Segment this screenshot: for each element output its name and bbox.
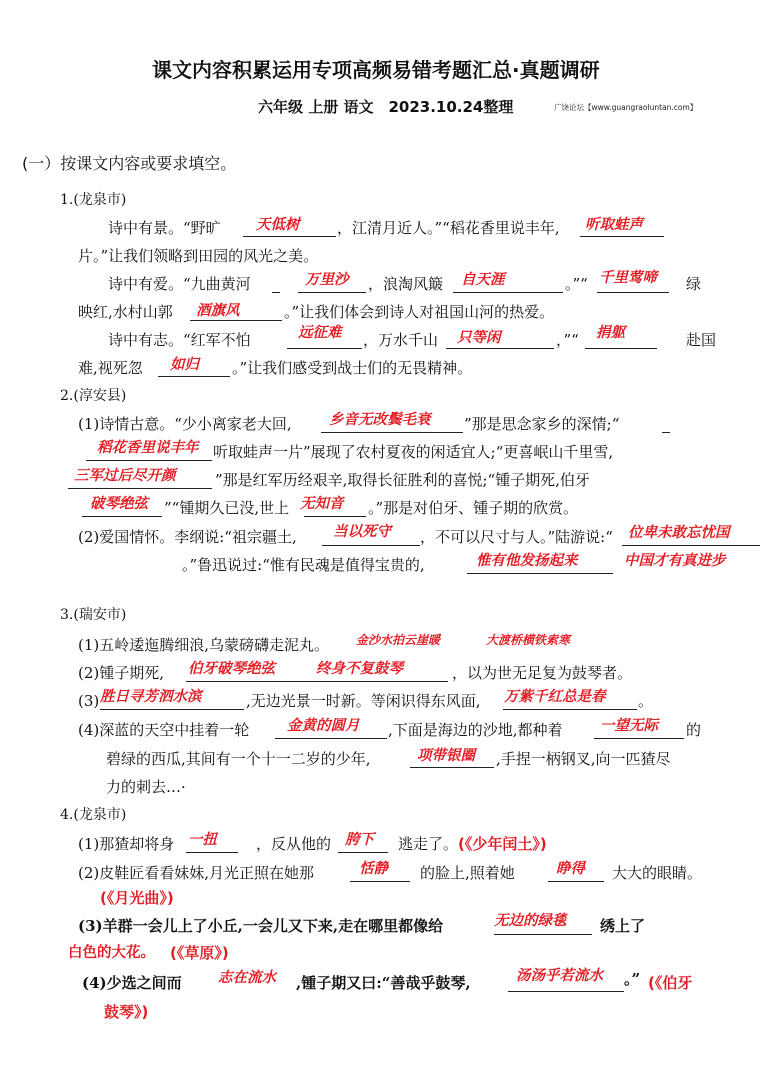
q1-line1-a: 诗中有景。“野旷	[108, 219, 221, 237]
blank	[100, 709, 244, 710]
answer: 千里莺啼	[599, 270, 657, 286]
q1-line4-b: 。”让我们体会到诗人对祖国山河的热爱。	[284, 303, 555, 321]
q4-label: 4.(龙泉市)	[60, 807, 127, 823]
blank	[494, 934, 592, 935]
blank	[410, 767, 494, 768]
answer: 破琴绝弦	[90, 496, 148, 512]
q4-line1-a: (1)那猹却将身	[78, 835, 175, 853]
blank	[585, 348, 657, 349]
q1-line6-b: 。”让我们感受到战士们的无畏精神。	[232, 359, 473, 377]
answer: 终身不复鼓琴	[316, 661, 403, 677]
q1-line5-a: 诗中有志。“红军不怕	[108, 331, 251, 349]
q2-line2: 听取蛙声一片”展现了农村夏夜的闲适宜人;“更喜岷山千里雪,	[213, 443, 614, 461]
answer: 汤汤乎若流水	[516, 968, 603, 984]
blank	[350, 881, 410, 882]
q2-line4-a: ”“锺期久已没,世上	[164, 499, 290, 517]
answer: 恬静	[359, 861, 388, 877]
answer: 金黄的圆月	[287, 718, 360, 734]
q1-line4-a: 映红,水村山郭	[78, 303, 173, 321]
answer: 万紫千红总是春	[504, 689, 606, 705]
q4-line2-c: 大大的眼睛。	[612, 864, 703, 882]
page-subtitle: 六年级 上册 语文 2023.10.24整理	[258, 98, 514, 116]
q4-line2-a: (2)皮鞋匠看看妹妹,月光正照在她那	[78, 864, 315, 882]
q1-line2: 片。”让我们领略到田园的风光之美。	[78, 247, 319, 265]
answer: 乡音无改鬓毛衰	[329, 412, 431, 428]
answer: 无边的绿毯	[494, 913, 567, 929]
q3-line5-a: 碧绿的西瓜,其间有一个十一二岁的少年,	[106, 750, 371, 768]
q2-line5-b: ，不可以尺寸与人。”陆游说:“	[420, 528, 613, 546]
q3-line4-c: 的	[686, 721, 702, 739]
blank	[82, 516, 162, 517]
answer: 远征难	[298, 325, 342, 341]
section-heading: (一）按课文内容或要求填空。	[22, 154, 237, 173]
q1-line5-c: ，”“	[556, 331, 579, 349]
blank	[662, 432, 670, 433]
answer: 万里沙	[305, 272, 349, 288]
q4-line1-b: ，反从他的	[256, 835, 332, 853]
page-title: 课文内容积累运用专项高频易错考题汇总·真题调研	[152, 58, 600, 82]
citation: (《草原》)	[170, 944, 229, 962]
blank	[272, 292, 280, 293]
q1-line5-b: ，万水千山	[363, 331, 439, 349]
blank	[548, 881, 604, 882]
q3-line1: (1)五岭逶迤腾细浪,乌蒙磅礴走泥丸。	[78, 636, 330, 654]
blank	[508, 991, 624, 992]
citation: (《伯牙	[648, 974, 693, 992]
blank	[338, 852, 388, 853]
watermark: 广饶论坛【www.guangraoluntan.com】	[554, 103, 698, 112]
answer: 中国才有真进步	[624, 553, 726, 569]
citation: 鼓琴》)	[104, 1003, 149, 1021]
q4-line4-c: 。”	[624, 970, 641, 988]
blank	[594, 738, 684, 739]
answer: 捐躯	[596, 325, 625, 341]
q3-line3-b: ,无边光景一时新。等闲识得东风面,	[246, 692, 481, 710]
answer: 睁得	[556, 861, 585, 877]
q1-line1-b: ，江清月近人。”“稻花香里说丰年,	[337, 219, 560, 237]
q3-line3-c: 。	[638, 692, 654, 710]
answer: 志在流水	[218, 970, 276, 986]
q1-label: 1.(龙泉市)	[60, 192, 127, 208]
q2-line3: ”那是红军历经艰辛,取得长征胜利的喜悦;“锺子期死,伯牙	[215, 471, 590, 489]
blank	[503, 709, 637, 710]
answer: 胜日寻芳泗水滨	[100, 689, 202, 705]
q3-line4-a: (4)深蓝的天空中挂着一轮	[78, 721, 250, 739]
blank	[86, 460, 212, 461]
answer: 酒旗风	[196, 303, 240, 319]
answer: 大渡桥横铁索寒	[486, 633, 571, 647]
answer: 金沙水拍云崖暖	[356, 633, 441, 647]
answer: 自天涯	[461, 272, 505, 288]
blank	[275, 738, 387, 739]
answer: 稻花香里说丰年	[97, 440, 199, 456]
blank	[186, 852, 238, 853]
q3-label: 3.(瑞安市)	[60, 607, 127, 623]
answer: 天低树	[256, 217, 300, 233]
q1-line3-d: 绿	[686, 275, 702, 293]
answer: 三军过后尽开颜	[74, 468, 176, 484]
blank	[597, 292, 669, 293]
answer: 无知音	[300, 496, 344, 512]
blank	[68, 488, 212, 489]
q4-line4-b: ,锺子期又曰:“善哉乎鼓琴,	[296, 974, 471, 992]
answer: 一望无际	[600, 718, 658, 734]
q3-line3-a: (3)	[78, 692, 100, 710]
blank	[322, 545, 420, 546]
q3-line6: 力的刺去…·	[106, 778, 186, 796]
blank	[243, 236, 336, 237]
blank	[158, 376, 230, 377]
citation: (《少年闰土》)	[458, 835, 547, 853]
q2-line5-a: (2)爱国情怀。李纲说:“祖宗疆土,	[78, 528, 297, 546]
q4-line4-a: (4)少选之间而	[82, 974, 182, 992]
blank	[446, 348, 554, 349]
q3-line4-b: ,下面是海边的沙地,都种着	[388, 721, 563, 739]
blank	[467, 573, 613, 574]
blank	[287, 348, 362, 349]
q3-line2-b: ，以为世无足复为鼓琴者。	[452, 664, 633, 682]
q2-line1-b: ”那是思念家乡的深情;“	[464, 415, 620, 433]
answer: 当以死守	[333, 524, 391, 540]
q1-line3-b: ，浪淘风簸	[368, 275, 444, 293]
q4-line1-c: 逃走了。	[398, 835, 459, 853]
blank	[321, 432, 463, 433]
blank	[304, 516, 366, 517]
answer: 一扭	[188, 832, 217, 848]
q3-line2-a: (2)锺子期死,	[78, 664, 165, 682]
q1-line5-d: 赴国	[686, 331, 717, 349]
q2-line6-a: 。”鲁迅说过:“惟有民魂是值得宝贵的,	[182, 556, 425, 574]
answer: 位卑未敢忘忧国	[628, 525, 730, 541]
blank	[453, 292, 563, 293]
q2-line4-b: 。”那是对伯牙、锺子期的欣赏。	[368, 499, 579, 517]
answer: 听取蛙声	[585, 217, 643, 233]
blank	[622, 545, 760, 546]
answer: 项带银圈	[417, 748, 475, 764]
q1-line3-c: 。”“	[565, 275, 588, 293]
blank	[298, 292, 366, 293]
q1-line3-a: 诗中有爱。“九曲黄河	[108, 275, 251, 293]
answer: 只等闲	[457, 330, 501, 346]
answer: 如归	[170, 357, 199, 373]
answer: 惟有他发扬起来	[476, 553, 578, 569]
blank	[580, 236, 664, 237]
q2-label: 2.(淳安县)	[60, 388, 127, 404]
q3-line5-b: ,手捏一柄钢叉,向一匹猹尽	[496, 750, 671, 768]
answer: 伯牙破琴绝弦	[188, 661, 275, 677]
citation: (《月光曲》)	[100, 889, 174, 907]
q4-line3-a: (3)羊群一会儿上了小丘,一会儿又下来,走在哪里都像给	[78, 917, 444, 935]
answer: 白色的大花。	[68, 945, 155, 961]
blank	[186, 681, 448, 682]
answer: 胯下	[345, 832, 374, 848]
q4-line3-b: 绣上了	[600, 917, 646, 935]
q2-line1-a: (1)诗情古意。“少小离家老大回,	[78, 415, 292, 433]
q1-line6-a: 难,视死忽	[78, 359, 143, 377]
q4-line2-b: 的脸上,照着她	[420, 864, 515, 882]
